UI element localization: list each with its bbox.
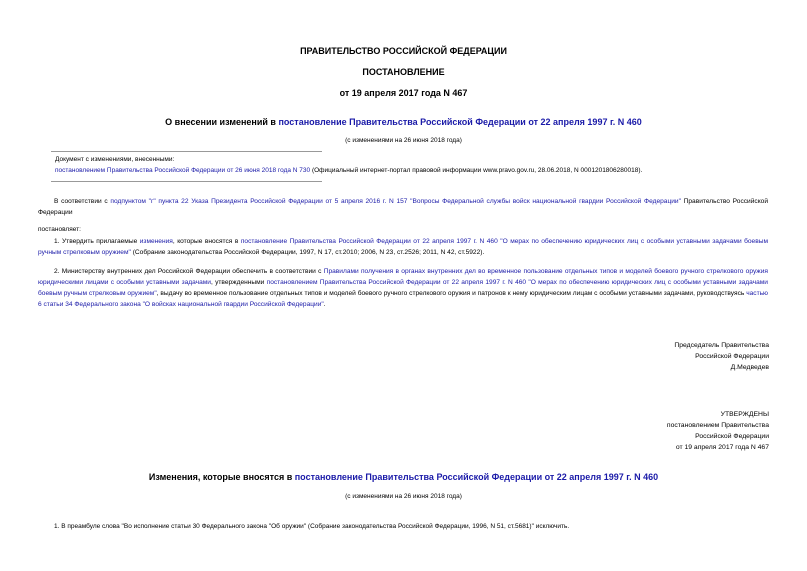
item-2-text-2: , утвержденными xyxy=(210,279,267,286)
item-2-text-3: , выдачу во временное пользование отдельных типов и моделей боевого ручного стрелкового оружия и патронов к нему юридическим лицам с особыми уставными задачами, руководствуясь xyxy=(156,290,747,297)
preamble-paragraph xyxy=(38,196,768,218)
signature-name: Д.Медведев xyxy=(730,364,769,371)
document-type: ПОСТАНОВЛЕНИЕ xyxy=(362,67,445,77)
amended-note: (с изменениями на 26 июня 2018 года) xyxy=(345,137,462,144)
item-1-link-changes[interactable]: изменения xyxy=(139,238,173,245)
signature-block xyxy=(674,340,769,373)
title-link[interactable]: постановление Правительства Российской Федерации от 22 апреля 1997 г. N 460 xyxy=(278,117,642,127)
item-2-link-law[interactable]: частью 6 статьи 34 Федерального закона "О войсках национальной гвардии Российской Федерации" xyxy=(38,290,768,308)
item-2-link-rules[interactable]: Правилами получения в органах внутренних дел во временное пользование отдельных типов и моделей боевого ручного стрелкового оружия юридическими лицами с особыми уставными задачами xyxy=(38,268,768,286)
amendments-heading: Документ с изменениями, внесенными: xyxy=(55,156,175,163)
decree-word: постановляет: xyxy=(38,226,81,233)
item-2-link-decree[interactable]: постановлением Правительства Российской Федерации от 22 апреля 1997 г. N 460 "О мерах по обеспечению юридических лиц с особыми уставными задачами боевым ручным стрелковым оружием" xyxy=(38,279,768,297)
item-1-link-decree[interactable]: постановление Правительства Российской Федерации от 22 апреля 1997 г. N 460 "О мерах по обеспечению юридических лиц с особыми уставными задачами боевым ручным стрелковым оружием" xyxy=(38,238,769,256)
approved-line-2: постановлением Правительства xyxy=(666,422,769,429)
preamble-text: В соответствии с xyxy=(54,198,111,205)
changes-title xyxy=(0,472,807,482)
signature-line-2: Российской Федерации xyxy=(695,353,769,360)
preamble-text-end: Правительство Российской Федерации xyxy=(38,198,769,216)
item-2-text: 2. Министерству внутренних дел Российской Федерации обеспечить в соответствии с xyxy=(54,268,324,275)
change-item-1: 1. В преамбуле слова "Во исполнение статьи 30 Федерального закона "Об оружии" (Собрание законодательства Российской Федерации, 1996, N 51, ст.5681)" исключить. xyxy=(54,523,570,530)
amendments-rest: (Официальный интернет-портал правовой информации www.pravo.gov.ru, 28.06.2018, N 0001201806280018). xyxy=(310,167,643,174)
divider-bottom xyxy=(51,181,322,182)
approved-block xyxy=(667,409,769,453)
item-1-text-2: , которые вносятся в xyxy=(172,238,241,245)
government-heading: ПРАВИТЕЛЬСТВО РОССИЙСКОЙ ФЕДЕРАЦИИ xyxy=(300,46,507,56)
item-2 xyxy=(38,266,768,310)
approved-line-4: от 19 апреля 2017 года N 467 xyxy=(675,444,769,451)
item-1-text: 1. Утвердить прилагаемые xyxy=(54,238,140,245)
approved-line-1: УТВЕРЖДЕНЫ xyxy=(720,411,769,418)
page-title xyxy=(0,117,807,127)
item-2-text-4: . xyxy=(323,301,326,308)
changes-title-link[interactable]: постановление Правительства Российской Федерации от 22 апреля 1997 г. N 460 xyxy=(294,472,659,482)
changes-amended-note: (с изменениями на 26 июня 2018 года) xyxy=(345,493,462,500)
amendments-link[interactable]: постановлением Правительства Российской Федерации от 26 июня 2018 года N 730 xyxy=(55,167,311,174)
document-date: от 19 апреля 2017 года N 467 xyxy=(339,88,468,98)
approved-line-3: Российской Федерации xyxy=(695,433,769,440)
amendments-line xyxy=(55,167,642,174)
changes-title-prefix: Изменения, которые вносятся в xyxy=(148,472,295,482)
signature-line-1: Председатель Правительства xyxy=(674,342,769,349)
item-1-text-3: (Собрание законодательства Российской Федерации, 1997, N 17, ст.2010; 2006, N 23, ст.2526; 2011, N 42, ст.5922). xyxy=(130,249,485,256)
preamble-link[interactable]: подпунктом "г" пункта 22 Указа Президента Российской Федерации от 5 апреля 2016 г. N 157 "Вопросы Федеральной службы войск национальной гвардии Российской Федерации" xyxy=(110,198,681,205)
divider-top xyxy=(51,151,322,152)
item-1 xyxy=(38,236,768,258)
title-prefix: О внесении изменений в xyxy=(165,117,279,127)
